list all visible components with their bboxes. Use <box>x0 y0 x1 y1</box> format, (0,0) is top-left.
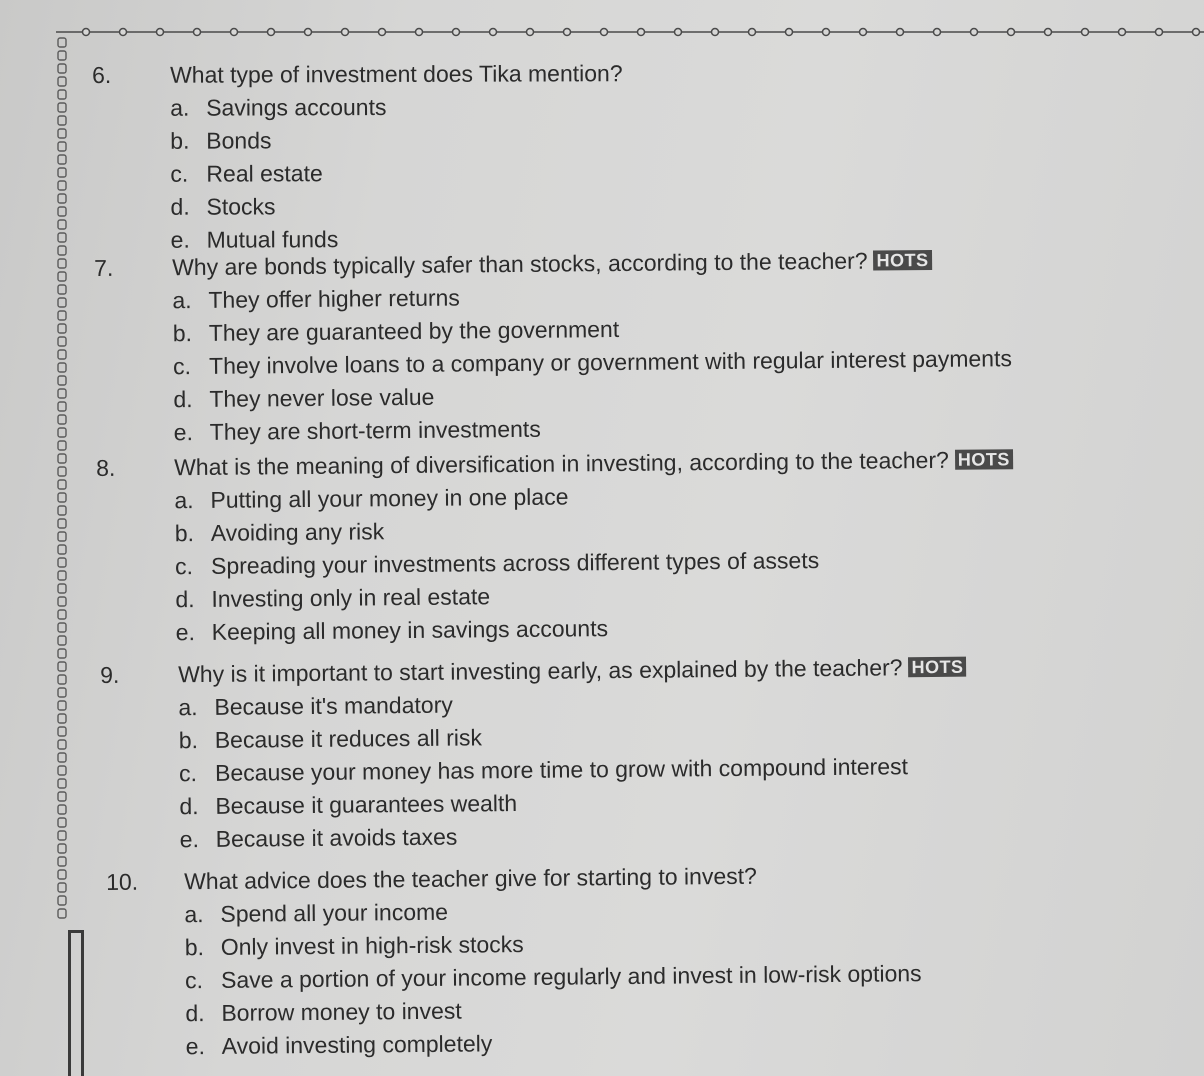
option-text: They are guaranteed by the government <box>208 315 620 346</box>
hots-badge: HOTS <box>873 250 931 271</box>
option-text: Mutual funds <box>206 226 339 253</box>
option-text: They never lose value <box>209 383 435 412</box>
option-text: Savings accounts <box>206 93 387 121</box>
option-letter: b. <box>174 520 195 547</box>
answer-options <box>170 94 387 260</box>
option-text: Real estate <box>206 160 323 187</box>
question-text-label: Why is it important to start investing early, as explained by the teacher? <box>177 654 903 688</box>
option-text: Spreading your investments across different types of assets <box>210 547 820 579</box>
option-letter: d. <box>170 193 190 220</box>
option-text: Because it avoids taxes <box>215 823 458 852</box>
option-letter: d. <box>175 586 195 613</box>
answer-options <box>172 279 1012 452</box>
question-text-label: Why are bonds typically safer than stocks, according to the teacher? <box>171 247 868 281</box>
answer-option[interactable] <box>170 160 386 194</box>
option-text: They involve loans to a company or government with regular interest payments <box>208 345 1013 379</box>
option-letter: c. <box>170 160 189 187</box>
option-text: Spend all your income <box>220 898 449 927</box>
option-letter: d. <box>185 1000 205 1027</box>
question-text <box>178 654 967 688</box>
option-letter: c. <box>178 760 198 787</box>
answer-option[interactable] <box>180 819 909 859</box>
option-text: Avoid investing completely <box>221 1030 493 1059</box>
question-text-label: What type of investment does Tika mention? <box>169 60 623 88</box>
option-text: Because it's mandatory <box>214 691 453 720</box>
option-letter: b. <box>184 934 205 961</box>
option-letter: b. <box>172 320 193 347</box>
option-text: Because it reduces all risk <box>214 724 483 753</box>
answer-option[interactable] <box>174 411 1013 452</box>
decorative-left-border <box>54 30 70 920</box>
option-letter: a. <box>178 694 198 721</box>
option-text: Stocks <box>206 193 276 220</box>
option-text: Because your money has more time to grow with compound interest <box>214 753 909 786</box>
option-letter: e. <box>185 1033 206 1060</box>
option-letter: e. <box>173 419 194 446</box>
option-letter: b. <box>178 727 199 754</box>
decorative-top-border <box>56 26 1204 38</box>
question-number: 7. <box>94 254 114 281</box>
option-text: They are short-term investments <box>209 415 541 445</box>
question-number: 8. <box>96 454 116 481</box>
question-number: 10. <box>106 868 139 895</box>
option-letter: d. <box>173 386 193 413</box>
option-letter: a. <box>184 901 204 928</box>
answer-option[interactable] <box>170 127 386 161</box>
option-text: Borrow money to invest <box>221 997 462 1026</box>
option-text: Because it guarantees wealth <box>215 790 518 819</box>
option-text: Only invest in high-risk stocks <box>220 930 524 960</box>
question-number: 9. <box>100 661 120 688</box>
answer-options <box>174 481 820 652</box>
option-letter: d. <box>179 793 199 820</box>
option-letter: e. <box>175 619 196 646</box>
option-letter: a. <box>170 94 190 121</box>
hots-badge: HOTS <box>908 657 966 678</box>
answer-option[interactable] <box>170 94 386 128</box>
question-text-label: What advice does the teacher give for starting to invest? <box>183 862 757 895</box>
option-text: Putting all your money in one place <box>210 483 569 513</box>
option-text: Investing only in real estate <box>211 583 491 612</box>
option-text: Keeping all money in savings accounts <box>211 615 609 645</box>
option-text: Save a portion of your income regularly and invest in low-risk options <box>220 960 922 993</box>
answer-options <box>184 894 922 1066</box>
option-text: Avoiding any risk <box>210 518 385 546</box>
answer-options <box>178 687 908 859</box>
option-letter: c. <box>172 353 192 380</box>
question-text <box>174 446 1013 480</box>
option-letter: e. <box>179 826 200 853</box>
option-text: Bonds <box>206 127 272 154</box>
question-text-label: What is the meaning of diversification in investing, according to the teacher? <box>173 446 949 481</box>
option-letter: c. <box>184 967 204 994</box>
option-letter: e. <box>170 226 190 253</box>
option-letter: c. <box>174 553 194 580</box>
question-text <box>184 863 757 894</box>
option-letter: a. <box>172 287 192 314</box>
question-number: 6. <box>92 61 112 88</box>
question-text <box>170 60 623 88</box>
option-text: They offer higher returns <box>208 284 460 313</box>
option-letter: b. <box>170 127 190 154</box>
decorative-bottom-frame <box>68 930 84 1076</box>
hots-badge: HOTS <box>955 449 1013 470</box>
answer-option[interactable] <box>186 1026 923 1066</box>
option-letter: a. <box>174 487 194 514</box>
answer-option[interactable] <box>176 613 820 652</box>
answer-option[interactable] <box>170 193 386 227</box>
